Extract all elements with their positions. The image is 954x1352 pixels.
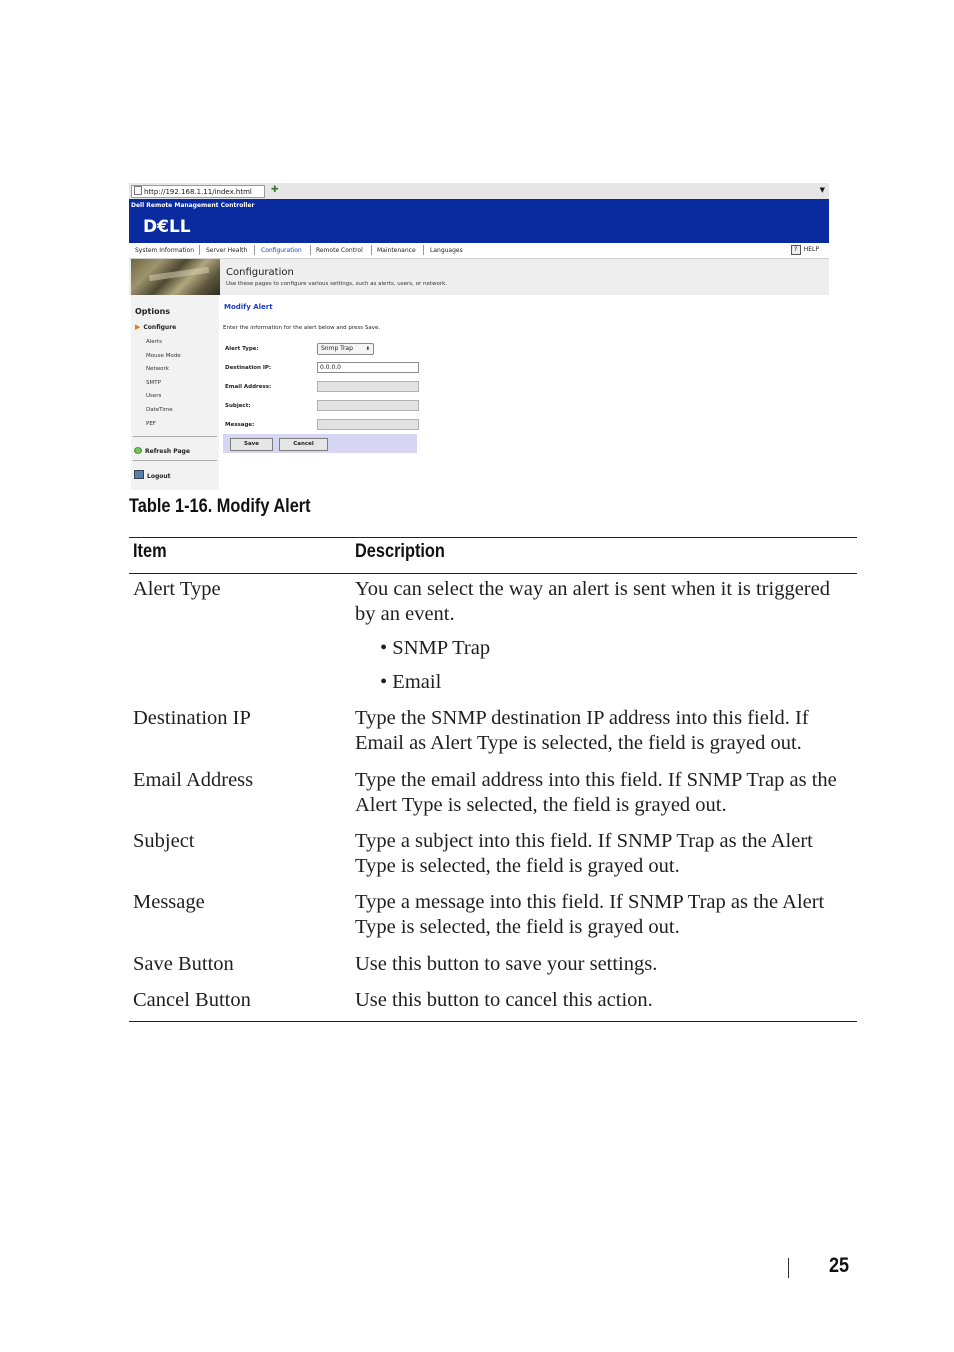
- nav-divider: [199, 245, 200, 255]
- row-item: Email Address: [133, 769, 254, 791]
- sidebar-item-datetime[interactable]: DateTime: [146, 407, 173, 413]
- save-button[interactable]: Save: [230, 438, 273, 451]
- chevron-down-icon[interactable]: ▼: [819, 186, 825, 194]
- column-header-item: Item: [133, 541, 167, 562]
- row-item: Alert Type: [133, 578, 221, 600]
- row-item: Cancel Button: [133, 989, 251, 1011]
- logout-icon: [134, 470, 144, 479]
- nav-configuration[interactable]: Configuration: [261, 247, 302, 254]
- help-label: HELP: [803, 246, 819, 253]
- message-label: Message:: [225, 422, 255, 428]
- footer-divider: [788, 1258, 789, 1278]
- row-description-line: Use this button to cancel this action.: [355, 989, 653, 1011]
- form-title: Modify Alert: [224, 303, 273, 311]
- row-description-line: Type the SNMP destination IP address into this field. If: [355, 707, 809, 729]
- nav-divider: [371, 245, 372, 255]
- row-description-line: Type is selected, the field is grayed out.: [355, 855, 680, 877]
- email-address-field[interactable]: [317, 381, 419, 392]
- nav-divider: [254, 245, 255, 255]
- cancel-button[interactable]: Cancel: [279, 438, 328, 451]
- help-link[interactable]: [791, 245, 819, 255]
- nav-server-health[interactable]: Server Health: [206, 247, 248, 254]
- row-description-line: Alert Type is selected, the field is grayed out.: [355, 794, 727, 816]
- table-top-rule: [129, 537, 857, 538]
- table-bottom-rule: [129, 1021, 857, 1022]
- message-field[interactable]: [317, 419, 419, 430]
- row-description-line: Type a subject into this field. If SNMP Trap as the Alert: [355, 830, 813, 852]
- bullet-item: • Email: [380, 671, 442, 693]
- logout-link[interactable]: [134, 470, 171, 480]
- address-bar: [129, 183, 829, 200]
- subject-field[interactable]: [317, 400, 419, 411]
- row-item: Subject: [133, 830, 195, 852]
- refresh-icon: [134, 447, 142, 454]
- row-item: Message: [133, 891, 205, 913]
- url-text: http://192.168.1.11/index.html: [144, 188, 252, 196]
- sidebar-item-pef[interactable]: PEF: [146, 421, 156, 427]
- nav-system-information[interactable]: System Information: [135, 247, 195, 254]
- row-item: Destination IP: [133, 707, 251, 729]
- form-description: Enter the information for the alert below and press Save.: [223, 325, 381, 331]
- row-description-line: Use this button to save your settings.: [355, 953, 658, 975]
- refresh-page-link[interactable]: [134, 447, 190, 455]
- table-header-rule: [129, 573, 857, 574]
- row-item: Save Button: [133, 953, 234, 975]
- row-description-line: by an event.: [355, 603, 455, 625]
- nav-maintenance[interactable]: Maintenance: [377, 247, 416, 254]
- nav-divider: [310, 245, 311, 255]
- alert-type-label: Alert Type:: [225, 346, 259, 352]
- column-header-description: Description: [355, 541, 445, 562]
- row-description-line: You can select the way an alert is sent when it is triggered: [355, 578, 830, 600]
- sidebar-item-users[interactable]: Users: [146, 393, 162, 399]
- drac-screenshot: [129, 183, 829, 490]
- header-image: [131, 259, 220, 295]
- sidebar-item-mouse-mode[interactable]: Mouse Mode: [146, 353, 181, 359]
- sidebar-item-smtp[interactable]: SMTP: [146, 380, 161, 386]
- sidebar-divider: [133, 436, 217, 437]
- url-field[interactable]: [131, 185, 265, 198]
- sidebar-divider: [133, 460, 217, 461]
- options-title: Options: [135, 307, 171, 316]
- dell-logo: D€LL: [143, 217, 191, 237]
- page-number: 25: [829, 1254, 850, 1277]
- logout-label: Logout: [147, 473, 171, 480]
- alert-type-value: Snmp Trap: [321, 345, 353, 352]
- sidebar-configure-label: Configure: [143, 324, 177, 331]
- page-icon: [134, 186, 142, 195]
- row-description-line: Type a message into this field. If SNMP Trap as the Alert: [355, 891, 825, 913]
- alert-type-select[interactable]: [317, 343, 374, 355]
- nav-remote-control[interactable]: Remote Control: [316, 247, 363, 254]
- page-description: Use these pages to configure various settings, such as alerts, users, or network.: [226, 281, 448, 287]
- destination-ip-field[interactable]: 0.0.0.0: [317, 362, 419, 373]
- page-title: Configuration: [226, 267, 294, 278]
- help-icon: ?: [791, 245, 801, 255]
- row-description-line: Type is selected, the field is grayed out.: [355, 916, 680, 938]
- destination-ip-label: Destination IP:: [225, 365, 272, 371]
- subject-label: Subject:: [225, 403, 251, 409]
- refresh-label: Refresh Page: [145, 448, 190, 455]
- select-arrows-icon: ⬍: [365, 346, 370, 352]
- email-address-label: Email Address:: [225, 384, 272, 390]
- sidebar-item-alerts[interactable]: Alerts: [146, 339, 162, 345]
- table-caption: Table 1-16. Modify Alert: [129, 496, 311, 517]
- row-description-line: Email as Alert Type is selected, the field is grayed out.: [355, 732, 802, 754]
- nav-divider: [423, 245, 424, 255]
- row-description-line: Type the email address into this field. If SNMP Trap as the: [355, 769, 837, 791]
- top-nav: [129, 243, 829, 259]
- banner-subtitle: Dell Remote Management Controller: [131, 202, 255, 209]
- sidebar-item-configure[interactable]: [135, 323, 176, 331]
- go-arrow-icon[interactable]: ✚: [271, 185, 279, 195]
- bullet-item: • SNMP Trap: [380, 637, 491, 659]
- options-sidebar: [131, 295, 219, 490]
- nav-languages[interactable]: Languages: [430, 247, 463, 254]
- sidebar-item-network[interactable]: Network: [146, 366, 169, 372]
- triangle-right-icon: ▶: [135, 323, 141, 331]
- dell-banner: [129, 199, 829, 243]
